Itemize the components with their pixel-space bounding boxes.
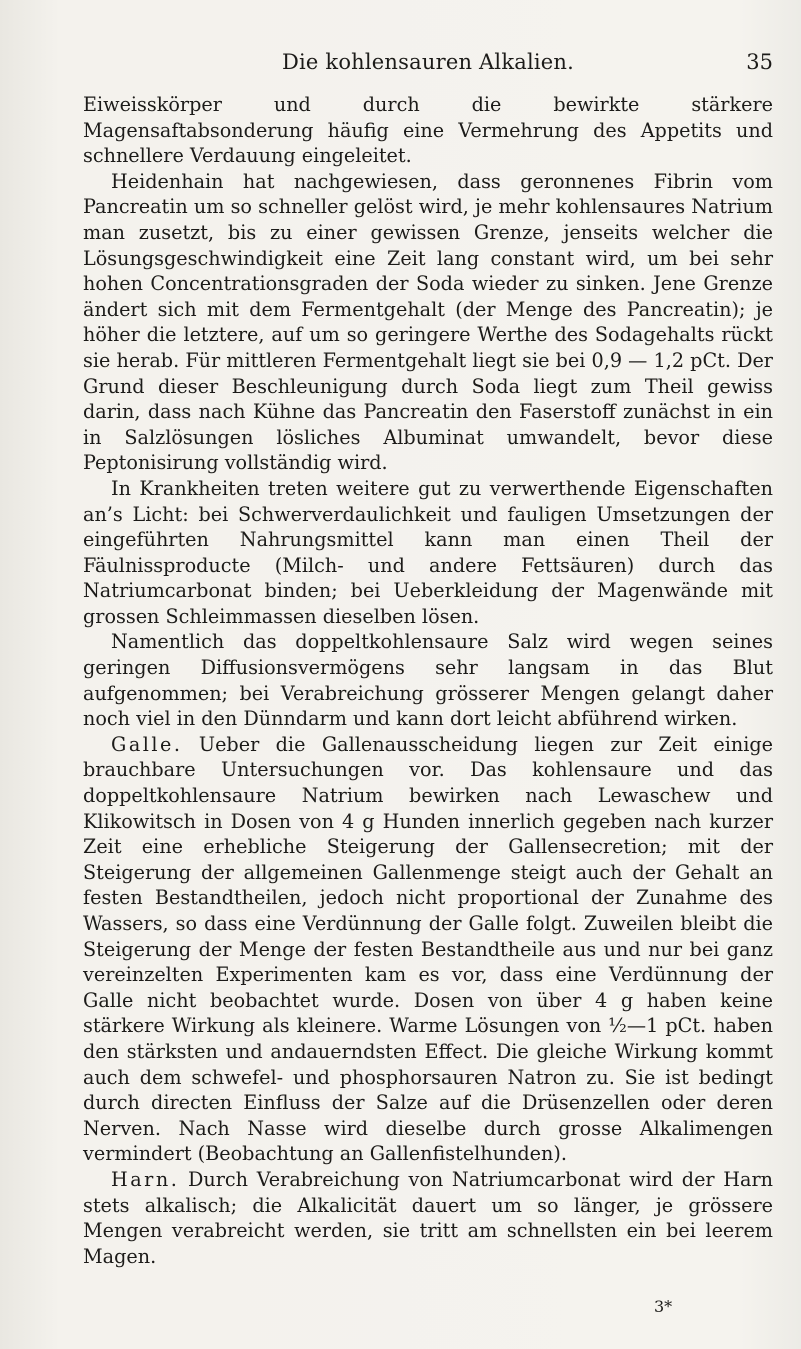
body-text xyxy=(83,92,773,1269)
page-header xyxy=(83,50,773,80)
paragraph-namentlich: Namentlich das doppeltkohlensaure Salz wird wegen seines geringen Diffusionsvermögens sehr langsam in das Blut aufgenommen; bei Verabreichung grösserer Mengen gelangt daher noch viel in den Dünndarm und kann dort leicht abführend wirken. xyxy=(83,630,773,731)
paragraph-harn xyxy=(83,1167,773,1269)
page-number: 35 xyxy=(746,50,773,74)
section-head-galle: Galle. xyxy=(111,732,183,756)
printer-signature: 3* xyxy=(654,1297,673,1316)
section-head-harn: Harn. xyxy=(111,1167,180,1191)
paragraph-krankheiten: In Krankheiten treten weitere gut zu verwerthende Eigenschaften an’s Licht: bei Schwerverdaulichkeit und fauligen Umsetzungen der eingeführten Nahrungsmittel kann man einen Theil der Fäulnissproducte (Milch- und andere Fettsäuren) durch das Natriumcarbonat binden; bei Ueberkleidung der Magenwände mit grossen Schleimmassen dieselben lösen. xyxy=(83,476,773,628)
running-title: Die kohlensauren Alkalien. xyxy=(281,50,575,74)
paragraph-galle xyxy=(83,732,773,1167)
paragraph-harn-text: Durch Verabreichung von Natriumcarbonat wird der Harn stets alkalisch; die Alkalicität dauert um so länger, je grössere Mengen verabreicht werden, sie tritt am schnellsten ein bei leerem Magen. xyxy=(83,1167,773,1268)
paragraph-galle-text: Ueber die Gallenausscheidung liegen zur Zeit einige brauchbare Untersuchungen vor. Das kohlensaure und das doppeltkohlensaure Natrium bewirken nach Lewaschew und Klikowitsch in Dosen von 4 g Hunden innerlich gegeben nach kurzer Zeit eine erhebliche Steigerung der Gallensecretion; mit der Steigerung der allgemeinen Gallenmenge steigt auch der Gehalt an festen Bestandtheilen, jedoch nicht proportional der Zunahme des Wassers, so dass eine Verdünnung der Galle folgt. Zuweilen bleibt die Steigerung der Menge der festen Bestandtheile aus und nur bei ganz vereinzelten Experimenten kam es vor, dass eine Verdünnung der Galle nicht beobachtet wurde. Dosen von über 4 g haben keine stärkere Wirkung als kleinere. Warme Lösungen von ½—1 pCt. haben den stärksten und andauerndsten Effect. Die gleiche Wirkung kommt auch dem schwefel- und phosphorsauren Natron zu. Sie ist bedingt durch directen Einfluss der Salze auf die Drüsenzellen oder deren Nerven. Nach Nasse wird dieselbe durch grosse Alkalimengen vermindert (Beobachtung an Gallenfistelhunden). xyxy=(83,732,773,1166)
paragraph-continuation: Eiweisskörper und durch die bewirkte stärkere Magensaftabsonderung häufig eine Vermehrung des Appetits und schnellere Verdauung eingeleitet. xyxy=(83,93,773,168)
paragraph-heidenhain: Heidenhain hat nachgewiesen, dass geronnenes Fibrin vom Pancreatin um so schneller gelöst wird, je mehr kohlensaures Natrium man zusetzt, bis zu einer gewissen Grenze, jenseits welcher die Lösungsgeschwindigkeit eine Zeit lang constant wird, um bei sehr hohen Concentrationsgraden der Soda wieder zu sinken. Jene Grenze ändert sich mit dem Fermentgehalt (der Menge des Pancreatin); je höher die letztere, auf um so geringere Werthe des Sodagehalts rückt sie herab. Für mittleren Fermentgehalt liegt sie bei 0,9 — 1,2 pCt. Der Grund dieser Beschleunigung durch Soda liegt zum Theil gewiss darin, dass nach Kühne das Pancreatin den Faserstoff zunächst in ein in Salzlösungen lösliches Albuminat umwandelt, bevor diese Peptonisirung vollständig wird. xyxy=(83,169,773,475)
